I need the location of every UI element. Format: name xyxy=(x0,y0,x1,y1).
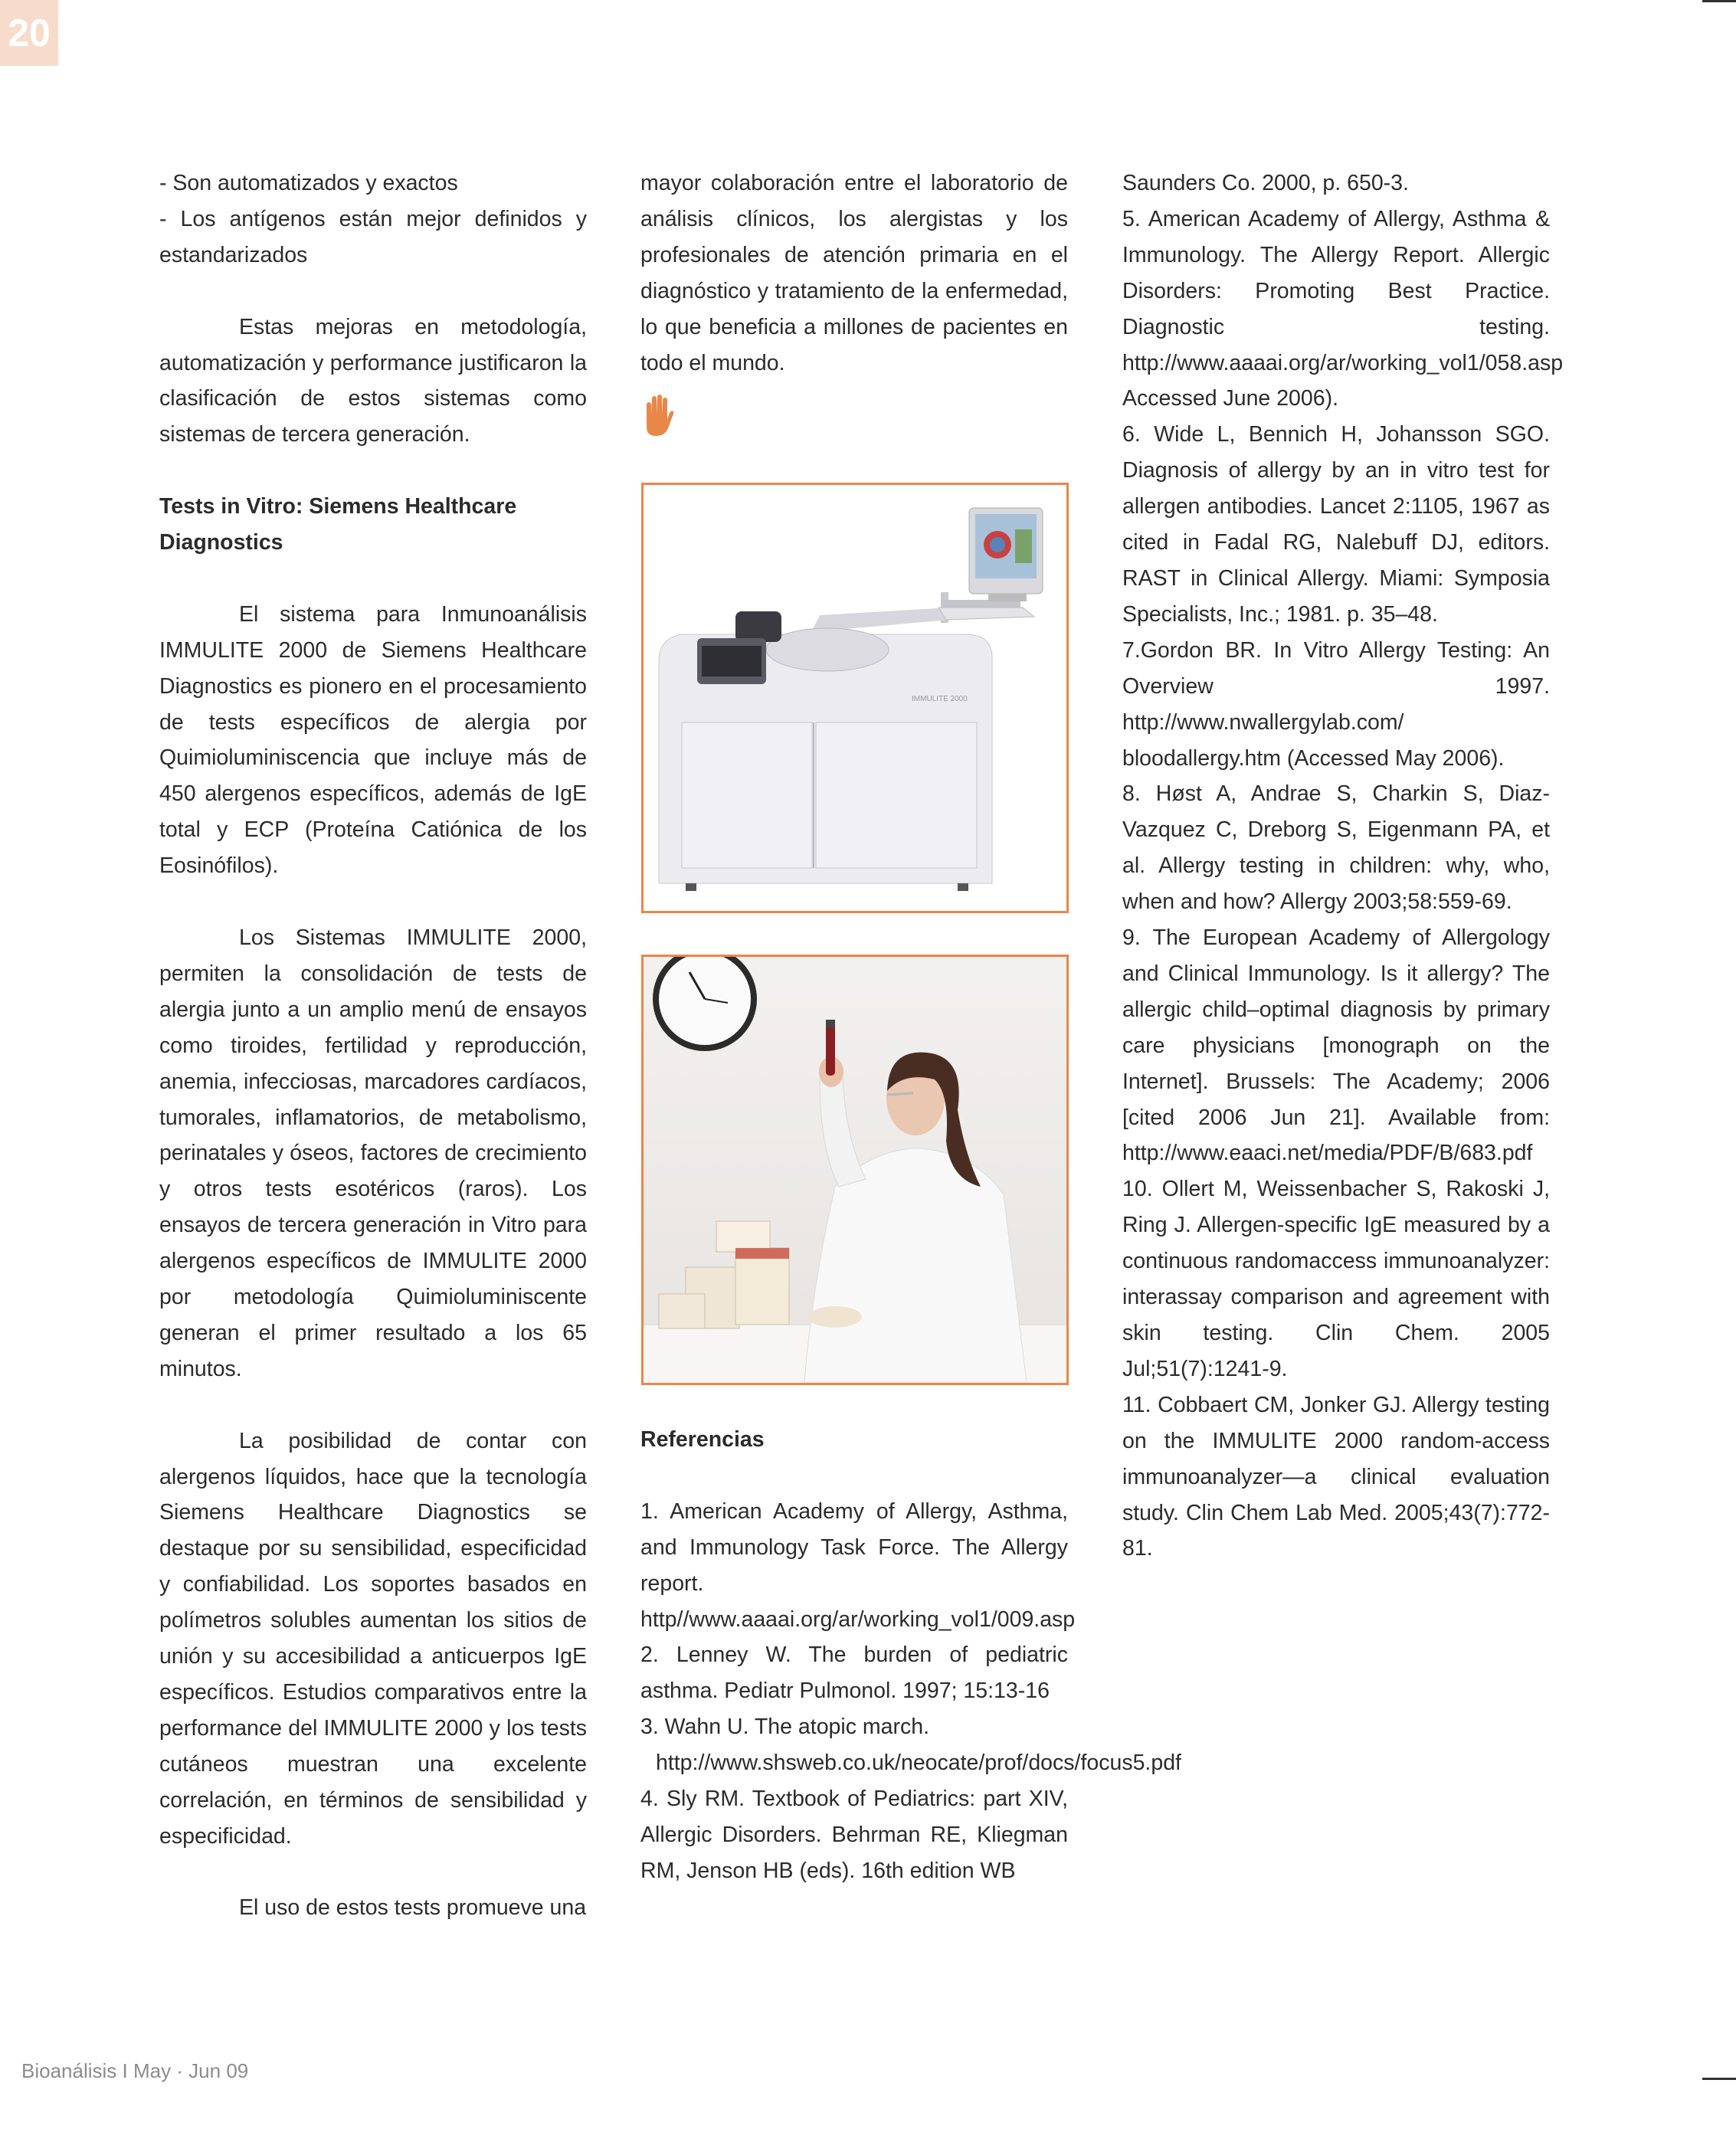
references-heading: Referencias xyxy=(640,1427,765,1452)
analyzer-photo xyxy=(641,483,1069,913)
bullet-item: - Son automatizados y exactos xyxy=(159,171,458,195)
reference-item: 10. Ollert M, Weissenbacher S, Rakoski J, Ring J. Allergen-specific IgE measured by a continuous randomaccess immunoanalyzer: interassay comparison and agreement with skin testing. Clin Chem. 2005 Jul;51(7):1241-9. xyxy=(1122,1177,1550,1381)
reference-item: 11. Cobbaert CM, Jonker GJ. Allergy testing on the IMMULITE 2000 random-access immunoanalyzer—a clinical evaluation study. Clin Chem Lab Med. 2005;43(7):772-81. xyxy=(1122,1392,1550,1561)
scientist-photo xyxy=(641,955,1069,1385)
scientist-illustration xyxy=(644,957,1066,1383)
footer-publication: Bioanálisis I May · Jun 09 xyxy=(21,2059,249,2082)
reference-item: 4. Sly RM. Textbook of Pediatrics: part XIV, Allergic Disorders. Behrman RE, Kliegman RM, Jenson HB (eds). 16th edition WB xyxy=(640,1787,1068,1883)
paragraph: El sistema para Inmunoanálisis IMMULITE 2000 de Siemens Healthcare Diagnostics es pionero en el procesamiento de tests específicos de alergia por Quimioluminiscencia que incluye más de 450 alergenos específicos, además de IgE total y ECP (Proteína Catiónica de los Eosinófilos). xyxy=(159,601,587,879)
analyzer-illustration xyxy=(644,485,1066,911)
reference-item: 6. Wide L, Bennich H, Johansson SGO. Diagnosis of allergy by an in vitro test for allergen antibodies. Lancet 2:1105, 1967 as cited in Fadal RG, Nalebuff DJ, editors. RAST in Clinical Allergy. Miami: Symposia Specialists, Inc.; 1981. p. 35–48. xyxy=(1122,422,1550,627)
references-section xyxy=(640,1422,1181,1889)
reference-item: 9. The European Academy of Allergology and Clinical Immunology. Is it allergy? The allergic child–optimal diagnosis by primary care physicians [monograph on the Internet]. Brussels: The Academy; 2006 [cited 2006 Jun 21]. Available from: http://www.eaaci.net/media/PDF/B/683.pdf xyxy=(1122,925,1550,1166)
paragraph: El uso de estos tests promueve una xyxy=(239,1895,587,1921)
corner-line-top xyxy=(1702,0,1736,2)
paragraph: Estas mejoras en metodología, automatización y performance justificaron la clasificación de estos sistemas como sistemas de tercera generación. xyxy=(159,314,587,447)
page-number: 20 xyxy=(0,0,58,66)
column-left xyxy=(159,165,587,1926)
bullet-item: - Los antígenos están mejor definidos y estandarizados xyxy=(159,206,587,267)
reference-item: Saunders Co. 2000, p. 650-3. xyxy=(1122,171,1409,195)
column-middle xyxy=(640,165,1068,436)
reference-item: 1. American Academy of Allergy, Asthma, and Immunology Task Force. The Allergy report. http//www.aaaai.org/ar/working_vol1/009.asp xyxy=(640,1498,1076,1632)
reference-item: 2. Lenney W. The burden of pediatric asthma. Pediatr Pulmonol. 1997; 15:13-16 xyxy=(640,1643,1068,1704)
reference-item: 8. Høst A, Andrae S, Charkin S, Diaz-Vazquez C, Dreborg S, Eigenmann PA, et al. Allergy testing in children: why, who, when and how? Allergy 2003;58:559-69. xyxy=(1122,781,1550,915)
section-heading: Tests in Vitro: Siemens Healthcare Diagnostics xyxy=(159,494,517,555)
reference-item: 7.Gordon BR. In Vitro Allergy Testing: An Overview 1997. http://www.nwallergylab.com/ bloodallergy.htm (Accessed May 2006). xyxy=(1122,637,1550,771)
reference-item: 3. Wahn U. The atopic march. xyxy=(640,1715,929,1740)
reference-link[interactable]: http://www.shsweb.co.uk/neocate/prof/docs/focus5.pdf xyxy=(656,1751,1181,1776)
analyzer-label: IMMULITE 2000 xyxy=(912,695,968,703)
paragraph: Los Sistemas IMMULITE 2000, permiten la consolidación de tests de alergia junto a un amplio menú de ensayos como tiroides, fertilidad y reproducción, anemia, infecciosas, marcadores cardíacos, tumorales, inflamatorios, de metabolismo, perinatales y óseos, factores de crecimiento y otros tests esotéricos (raros). Los ensayos de tercera generación in Vitro para alergenos específicos de IMMULITE 2000 por metodología Quimioluminiscente generan el primer resultado a los 65 minutos. xyxy=(159,925,587,1381)
paragraph: La posibilidad de contar con alergenos líquidos, hace que la tecnología Siemens Healthcare Diagnostics se destaque por su sensibilidad, especificidad y confiabilidad. Los soportes basados en polímetros solubles aumentan los sitios de unión y su accesibilidad a anticuerpos IgE específicos. Estudios comparativos entre la performance del IMMULITE 2000 y los tests cutáneos muestran una excelente correlación, en términos de sensibilidad y especificidad. xyxy=(159,1428,587,1849)
corner-line-bottom xyxy=(1702,2078,1736,2080)
reference-item: 5. American Academy of Allergy, Asthma & Immunology. The Allergy Report. Allergic Disorders: Promoting Best Practice. Diagnostic testing. http://www.aaaai.org/ar/working_vol1/058.asp Accessed June 2006). xyxy=(1122,206,1564,411)
column-right xyxy=(1122,165,1564,1567)
paragraph: mayor colaboración entre el laboratorio de análisis clínicos, los alergistas y los profesionales de atención primaria en el diagnóstico y tratamiento de la enfermedad, lo que beneficia a millones de pacientes en todo el mundo. xyxy=(640,171,1068,375)
hand-icon xyxy=(640,395,674,436)
